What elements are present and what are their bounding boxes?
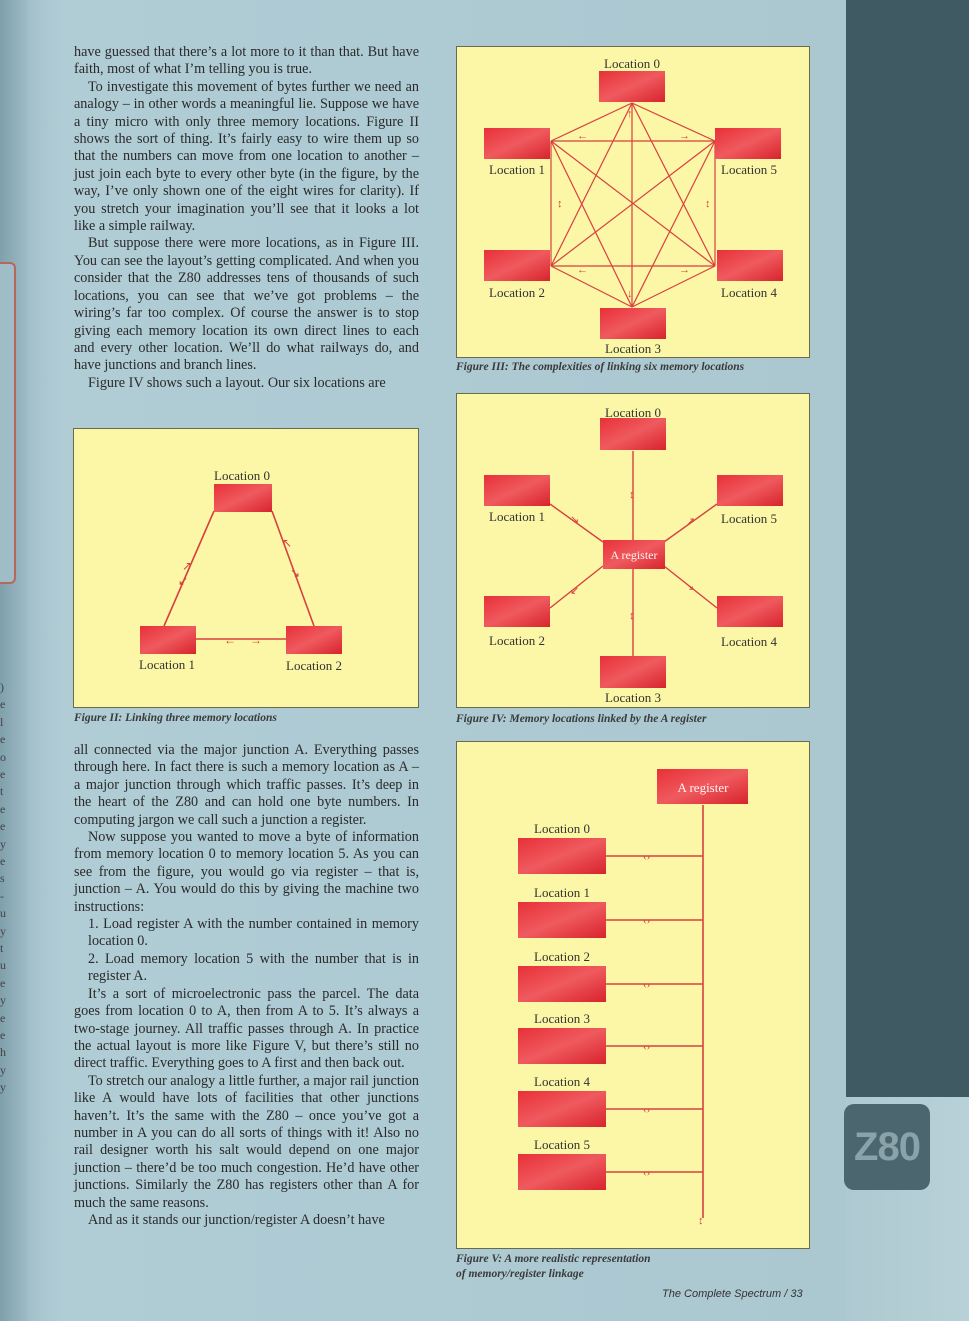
svg-text:←: ← [224,633,236,647]
left-tab-outline [0,262,16,584]
fig2-label-location-0: Location 0 [214,468,270,483]
margin-char: e [0,975,6,990]
fig5-box-location-5 [518,1154,606,1190]
svg-text:‹›: ‹› [643,1041,651,1053]
fig3-label-location-3: Location 3 [605,341,661,356]
fig5-locations [518,821,606,1190]
svg-text:‹›: ‹› [643,1167,651,1179]
fig5-bus [606,805,703,1218]
fig4-label-a-register: A register [610,548,658,562]
svg-text:‹›: ‹› [643,979,651,991]
fig5-label-location-0: Location 0 [534,821,590,836]
svg-text:→: → [679,264,690,276]
paragraph: But suppose there were more locations, as in Figure III. You can see the layout’s getting complicated. And when you consider that the Z80 addresses tens of thousands of such locations, you can see that we’ve got problems – the wiring’s far too complex. Of course the answer is to stop giving each memory location its own direct lines to each and every other location. We’ll do what railways do, and have junctions and branch lines. [74,235,419,374]
fig3-box-location-3 [600,308,666,339]
section-badge: Z80 [844,1104,930,1190]
paragraph: It’s a sort of microelectronic pass the parcel. The data goes from location 0 to A, then from A to 5. It’s always a two-stage journey. All traffic passes through A. In practice the actual layout is more like Figure V, but there’s still no direct traffic. Everything goes to A first and then back out. [74,985,419,1072]
svg-text:‹›: ‹› [643,915,651,927]
fig5-box-location-1 [518,902,606,938]
svg-text:↕: ↕ [705,198,711,210]
fig5-box-location-3 [518,1028,606,1064]
fig5-box-location-2 [518,966,606,1002]
margin-char: y [0,1062,6,1077]
margin-char: e [0,697,6,712]
fig4-label-location-4: Location 4 [721,634,777,649]
fig2-label-location-1: Location 1 [139,657,195,672]
fig5-arrows [643,851,704,1227]
column-text-bottom [74,742,419,1229]
fig4-box-location-1 [484,475,550,506]
fig3-wires [551,103,715,307]
fig3-box-location-5 [715,128,781,159]
fig5-label-location-1: Location 1 [534,885,590,900]
left-page-edge [0,0,28,1321]
fig4-box-location-0 [600,418,666,450]
svg-text:↖: ↖ [282,536,293,550]
svg-text:↕: ↕ [698,1215,704,1227]
fig4-label-location-0: Location 0 [605,405,661,420]
svg-text:↑: ↑ [627,108,633,120]
fig2-box-location-2 [286,626,342,654]
fig4-box-location-3 [600,656,666,688]
fig4-box-location-5 [717,475,783,506]
figure-5-caption [456,1252,651,1282]
svg-text:→: → [679,130,690,142]
svg-text:↗: ↗ [686,516,696,528]
paragraph: To stretch our analogy a little further, a major rail junction like A would have lots of facilities that other junctions haven’t. It’s the same with the Z80 – once you’ve got a number in A you can do all sorts of things with it! Also no rail designer worth his salt would depend on one major junction – there’d be too much congestion. He’d have other junctions. Similarly the Z80 has registers other than A for much the same reasons. [74,1072,419,1211]
figure-3-caption: Figure III: The complexities of linking six memory locations [456,361,745,373]
margin-char: e [0,801,6,816]
margin-char: o [0,749,6,764]
margin-char: e [0,732,6,747]
margin-char: s [0,871,5,886]
fig4-label-location-5: Location 5 [721,511,777,526]
fig3-label-location-1: Location 1 [489,162,545,177]
fig2-box-location-1 [140,626,196,654]
figure-5-caption-line-2: of memory/register linkage [456,1268,584,1280]
right-section-band [846,0,969,1097]
fig5-label-a-register: A register [677,780,729,795]
fig4-label-location-2: Location 2 [489,633,545,648]
margin-char: t [0,941,4,955]
paragraph: And as it stands our junction/register A doesn’t have [88,1211,385,1228]
figure-3 [456,46,810,358]
margin-char: y [0,993,6,1008]
fig3-label-location-4: Location 4 [721,285,777,300]
svg-text:‹›: ‹› [643,851,651,863]
list-item: 1. Load register A with the number contained in memory location 0. [88,916,419,950]
fig5-box-location-0 [518,838,606,874]
fig3-box-location-2 [484,250,550,281]
margin-char: e [0,1028,6,1042]
page-footer: The Complete Spectrum / 33 [662,1288,803,1300]
fig3-box-location-1 [484,128,550,159]
margin-char: - [0,888,4,903]
fig3-label-location-0: Location 0 [604,56,660,71]
list-item: 2. Load memory location 5 with the number that is in register A. [88,950,419,985]
figure-5 [456,741,810,1249]
fig5-box-location-4 [518,1091,606,1127]
fig3-box-location-0 [599,71,665,102]
svg-text:←: ← [577,130,588,142]
paragraph: Now suppose you wanted to move a byte of information from memory location 0 to memory location 5. As you can see from the figure, you would go via register – that is, junction – A. You would do this by giving the machine two instructions: [74,829,419,915]
paragraph: To investigate this movement of bytes further we need an analogy – in other words a meaningful lie. Suppose we have a tiny micro with only three memory locations. Figure II shows the sort of thing. It’s fairly easy to wire them up so that the numbers can move from one location to another – just join each byte to every other byte (in the figure, by the way, I’ve only shown one of the eight wires for clarity). If you stretch your imagination you’ll see that it looks a lot like a simple railway. [74,78,419,235]
svg-text:‹›: ‹› [643,1104,651,1116]
figure-2-caption: Figure II: Linking three memory locations [74,712,277,724]
margin-char: y [0,1080,6,1095]
svg-text:↕: ↕ [629,610,635,622]
margin-char: e [0,1010,6,1025]
fig4-label-location-3: Location 3 [605,690,661,705]
svg-text:↗: ↗ [182,559,193,573]
fig5-label-location-3: Location 3 [534,1011,590,1026]
svg-text:↘: ↘ [685,581,695,593]
margin-char: e [0,819,6,834]
margin-char: y [0,836,6,851]
svg-text:↓: ↓ [627,288,633,300]
figure-2 [73,428,419,708]
margin-char: e [0,767,6,781]
svg-text:←: ← [577,264,588,276]
fig5-label-location-2: Location 2 [534,949,590,964]
fig4-box-location-2 [484,596,550,627]
paragraph: have guessed that there’s a lot more to it than that. But have faith, most of what I’m telling you is true. [74,44,419,78]
svg-text:↕: ↕ [629,489,635,501]
margin-char: y [0,923,6,938]
margin-char: l [0,714,4,729]
figure-4 [456,393,810,708]
figure-5-caption-line-1: Figure V: A more realistic representation [456,1253,651,1265]
margin-char: h [0,1045,6,1060]
svg-text:↘: ↘ [570,514,580,526]
margin-char: u [0,906,6,921]
fig3-label-location-2: Location 2 [489,285,545,300]
margin-char: u [0,958,6,973]
column-text-top [74,44,419,392]
fig2-box-location-0 [214,484,272,512]
svg-text:→: → [250,633,262,647]
svg-text:↙: ↙ [178,574,189,588]
margin-char: e [0,854,6,868]
fig3-label-location-5: Location 5 [721,162,777,177]
fig5-label-location-4: Location 4 [534,1074,590,1089]
paragraph: all connected via the major junction A. Everything passes through here. In fact there is such a memory location as A – a major junction through which traffic passes. It’s deep in the heart of the Z80 and can hold one byte numbers. In computing jargon we call such a junction a register. [74,742,419,828]
paragraph: Figure IV shows such a layout. Our six locations are [88,374,386,391]
svg-text:↕: ↕ [557,198,563,210]
fig5-label-location-5: Location 5 [534,1137,590,1152]
margin-char: ) [0,680,4,694]
fig4-label-location-1: Location 1 [489,509,545,524]
fig2-label-location-2: Location 2 [286,658,342,673]
margin-char: t [0,784,4,799]
svg-text:↙: ↙ [570,585,580,597]
svg-text:↘: ↘ [290,566,301,580]
fig3-box-location-4 [717,250,783,281]
fig4-box-location-4 [717,596,783,627]
figure-4-caption: Figure IV: Memory locations linked by the A register [456,713,707,725]
